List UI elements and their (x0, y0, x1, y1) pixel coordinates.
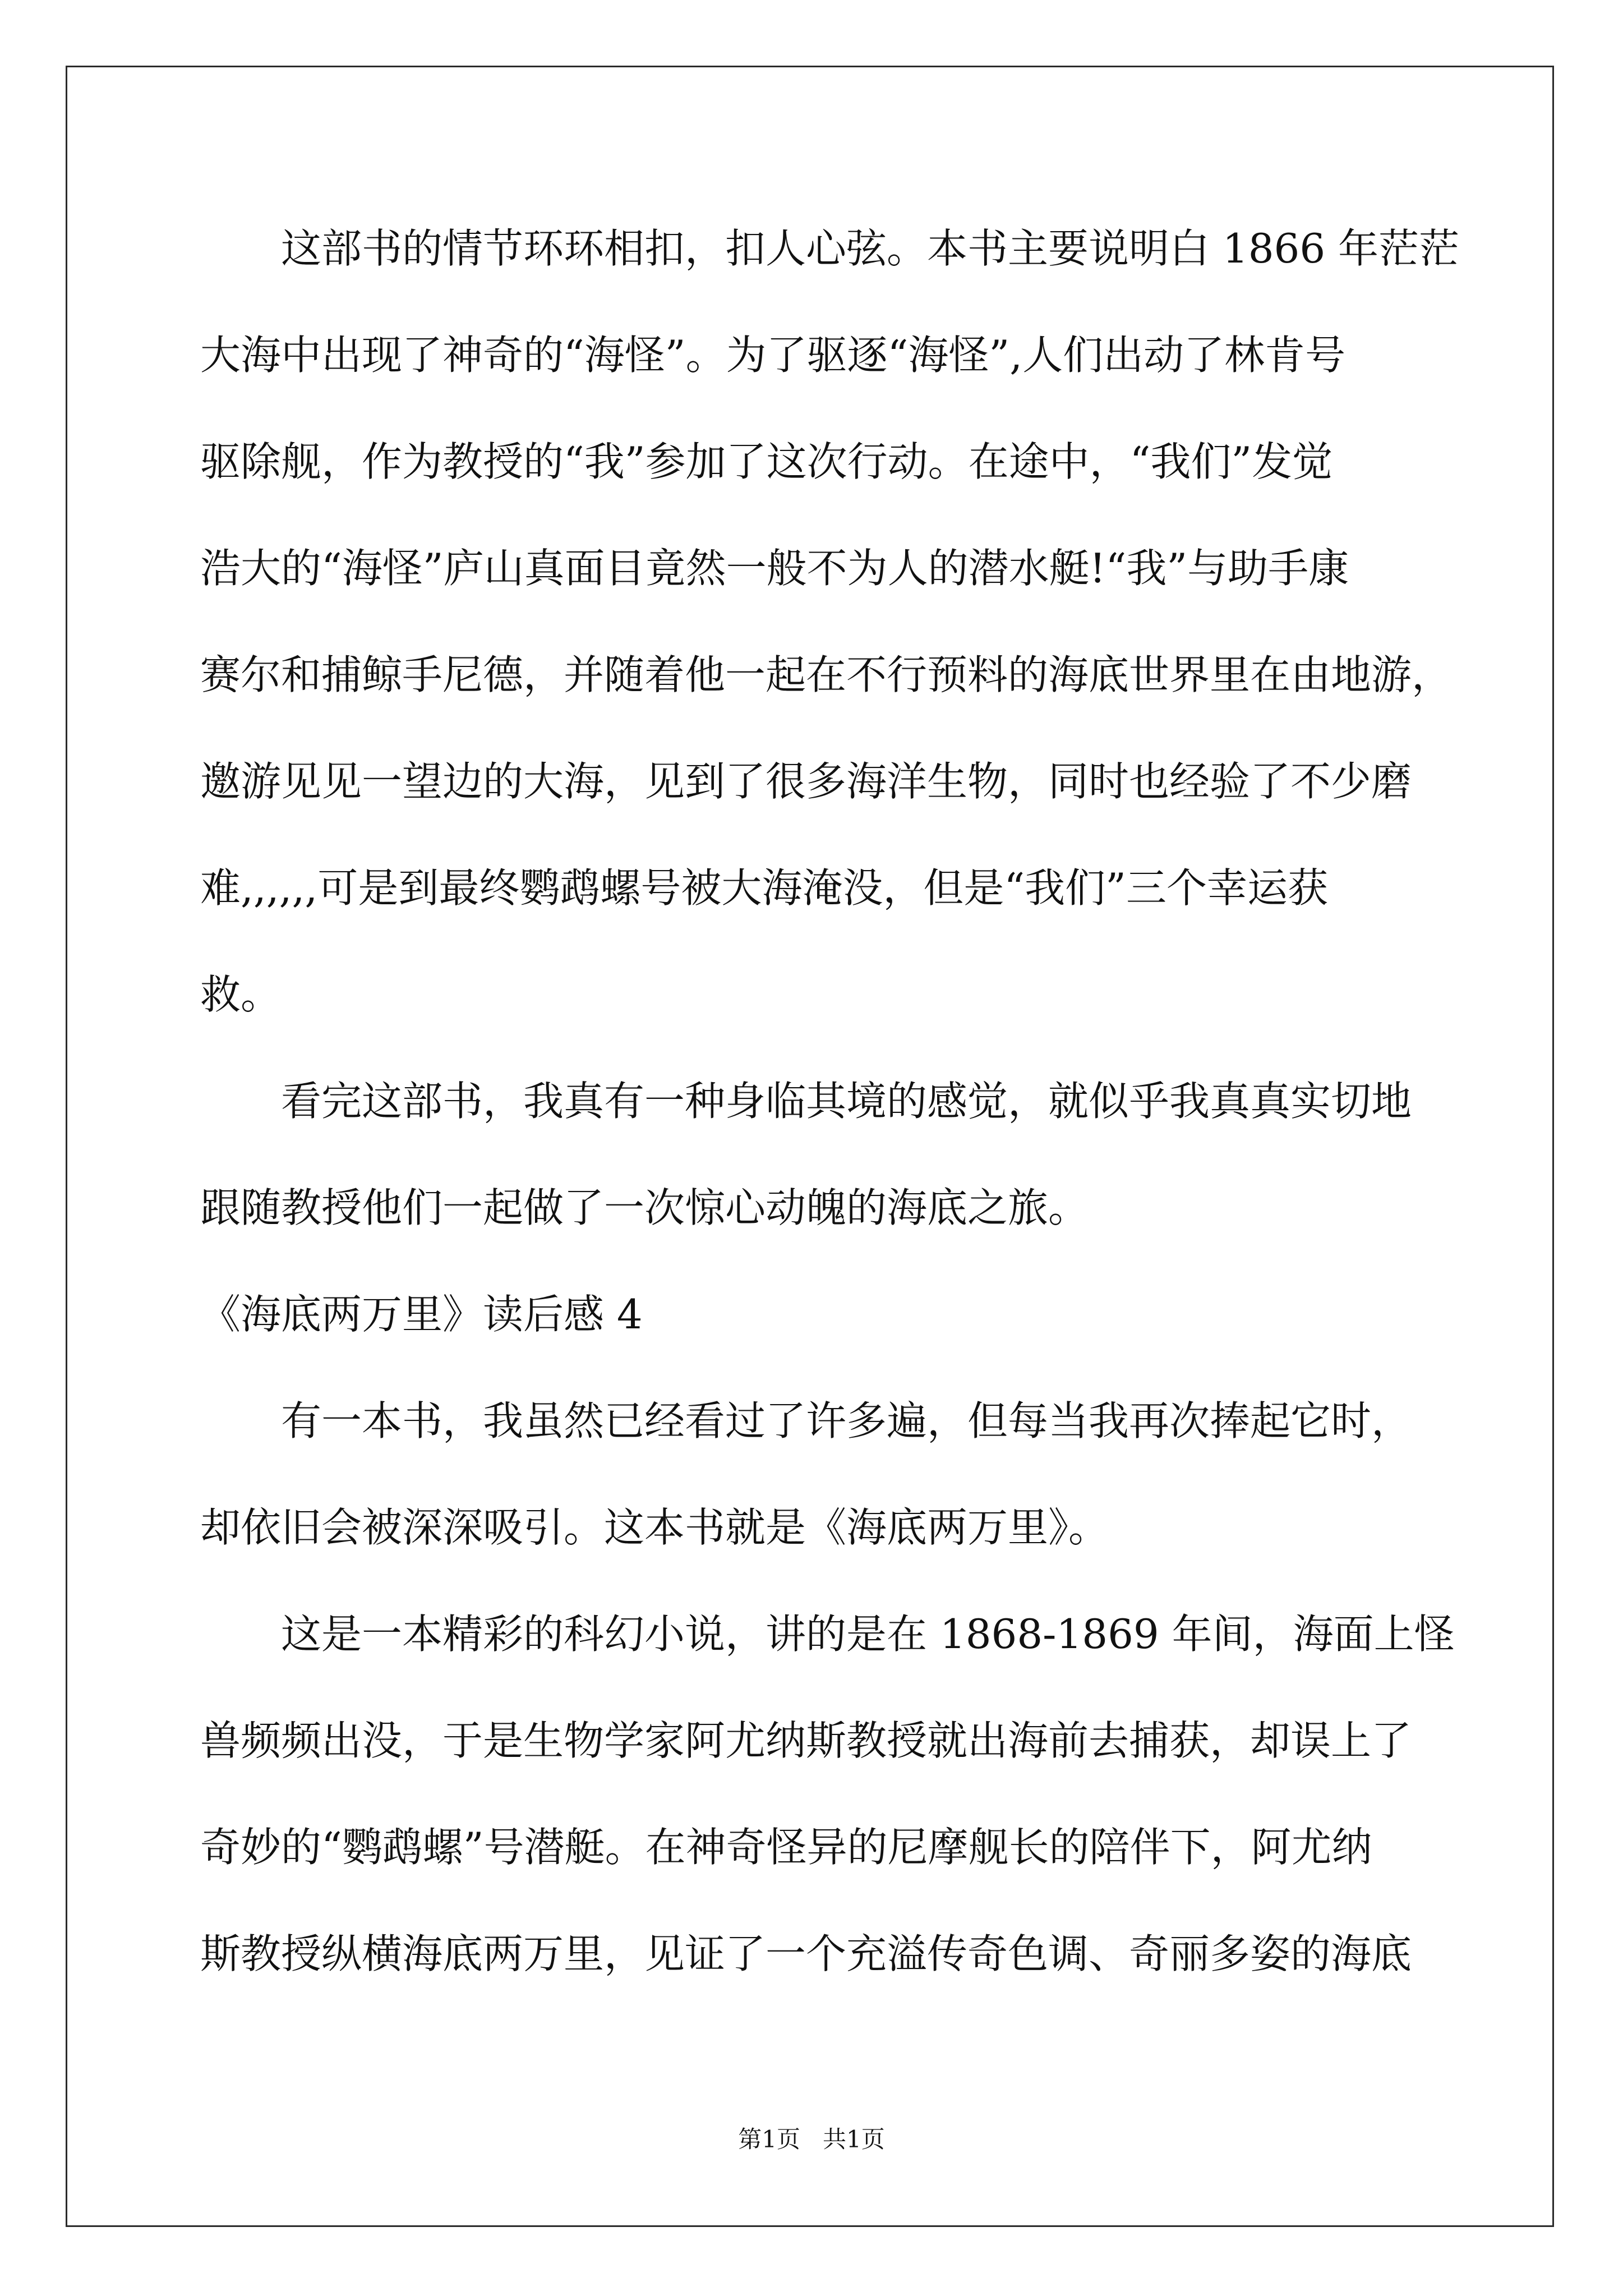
text-line: 有一本书，我虽然已经看过了许多遍，但每当我再次捧起它时， (281, 1397, 1412, 1444)
section-heading: 《海底两万里》读后感 4 (200, 1291, 643, 1338)
paragraph (200, 195, 1507, 1048)
text-line: 难,,,,,,可是到最终鹦鹉螺号被大海淹没，但是“我们”三个幸运获 (200, 864, 1328, 912)
text-line: 救。 (200, 971, 282, 1018)
text-line: 兽频频出没，于是生物学家阿尤纳斯教授就出海前去捕获，却误上了 (200, 1717, 1412, 1764)
text-line: 邀游见见一望边的大海，见到了很多海洋生物，同时也经验了不少磨 (200, 758, 1412, 805)
text-line: 浩大的“海怪”庐山真面目竟然一般不为人的潜水艇!“我”与助手康 (200, 545, 1349, 592)
text-line: 斯教授纵横海底两万里，见证了一个充溢传奇色调、奇丽多姿的海底 (200, 1930, 1412, 1977)
text-line: 看完这部书，我真有一种身临其境的感觉，就似乎我真真实切地 (281, 1078, 1412, 1125)
text-line: 这是一本精彩的科幻小说，讲的是在 1868-1869 年间，海面上怪 (281, 1611, 1455, 1658)
text-line: 跟随教授他们一起做了一次惊心动魄的海底之旅。 (200, 1184, 1089, 1231)
text-line: 大海中出现了神奇的“海怪”。为了驱逐“海怪”,人们出动了林肯号 (200, 332, 1346, 379)
paragraph (200, 1581, 1507, 2007)
text-line: 驱除舰，作为教授的“我”参加了这次行动。在途中，“我们”发觉 (200, 438, 1333, 485)
page-footer: 第1页 共1页 (738, 2125, 885, 2153)
text-line: 赛尔和捕鲸手尼德，并随着他一起在不行预料的海底世界里在由地游， (200, 651, 1453, 698)
document-body (200, 195, 1507, 2007)
text-line: 却依旧会被深深吸引。这本书就是《海底两万里》。 (200, 1504, 1109, 1551)
paragraph (200, 1368, 1507, 1581)
paragraph (200, 1048, 1507, 1261)
text-line: 这部书的情节环环相扣，扣人心弦。本书主要说明白 1866 年茫茫 (281, 225, 1460, 272)
text-line: 奇妙的“鹦鹉螺”号潜艇。在神奇怪异的尼摩舰长的陪伴下，阿尤纳 (200, 1824, 1372, 1871)
